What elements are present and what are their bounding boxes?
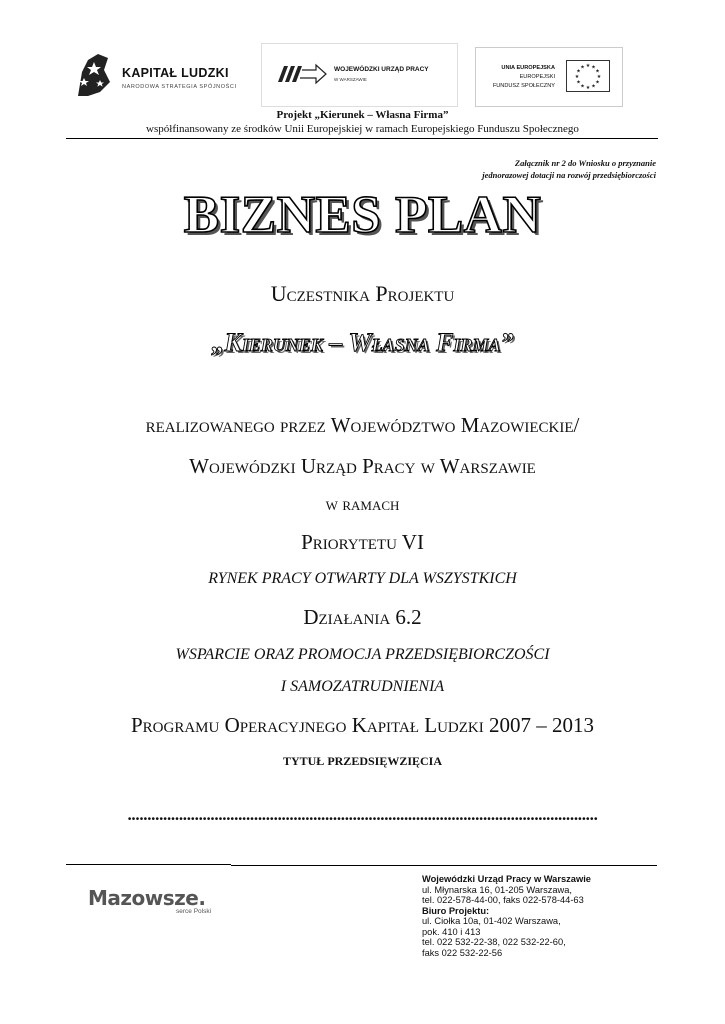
kapital-ludzki-title: KAPITAŁ LUDZKI [122, 66, 229, 80]
document-title: BIZNES PLAN [183, 186, 542, 244]
eu-line-2: EUROPEJSKI [519, 74, 555, 80]
measure-name-line-2: I SAMOZATRUDNIENIA [280, 678, 445, 695]
eu-flag-icon [566, 60, 610, 92]
venture-title-label: TYTUŁ PRZEDSIĘWZIĘCIA [282, 754, 443, 768]
mazowsze-logo [88, 886, 220, 918]
svg-text:★: ★ [580, 83, 585, 90]
svg-text:★: ★ [585, 63, 591, 69]
svg-text:★: ★ [574, 74, 580, 80]
measure-line: Działania 6.2 [303, 605, 422, 629]
project-name-heading: „Kierunek – Własna Firma” [211, 328, 514, 357]
programme-line: Programu Operacyjnego Kapitał Ludzki 2007 – 2013 [131, 713, 594, 737]
wup-logo [261, 43, 458, 107]
priority-line: Priorytetu VI [301, 530, 424, 554]
header-divider [66, 138, 658, 139]
eu-logo [475, 47, 623, 107]
project-title: Projekt „Kierunek – Własna Firma” [276, 109, 449, 121]
footer-bureau-label: Biuro Projektu: [422, 905, 490, 916]
wup-arrow-icon [276, 60, 328, 88]
measure-name-line-1: WSPARCIE ORAZ PROMOCJA PRZEDSIĘBIORCZOŚCI [175, 646, 550, 663]
priority-name: RYNEK PRACY OTWARTY DLA WSZYSTKICH [208, 570, 517, 587]
footer-bureau-phone: tel. 022 532-22-38, 022 532-22-60, [422, 937, 566, 947]
footer-address: ul. Młynarska 16, 01-205 Warszawa, [422, 884, 573, 895]
footer-divider-right [231, 865, 657, 866]
mazowsze-wordmark: Mazowsze. [88, 886, 206, 910]
svg-text:★: ★ [576, 79, 581, 86]
svg-text:★: ★ [595, 68, 600, 75]
svg-text:★: ★ [591, 83, 596, 90]
realized-by-line: realizowanego przez Województwo Mazowieckie/ [145, 413, 580, 437]
svg-text:★: ★ [585, 85, 591, 91]
participant-heading: Uczestnika Projektu [270, 281, 455, 306]
annex-note-line-2: jednorazowej dotacji na rozwój przedsiębiorczości [482, 170, 656, 180]
footer-bureau-fax: faks 022 532-22-56 [422, 947, 503, 958]
wup-title: WOJEWÓDZKI URZĄD PRACY [334, 66, 429, 73]
footer-office-name: Wojewódzki Urząd Pracy w Warszawie [422, 874, 591, 884]
kapital-ludzki-emblem-icon [74, 52, 114, 98]
svg-text:★: ★ [576, 68, 581, 75]
svg-text:★: ★ [580, 64, 585, 71]
annex-note-line-1: Załącznik nr 2 do Wniosku o przyznanie [514, 158, 656, 168]
svg-text:★: ★ [595, 79, 600, 86]
within-line: w ramach [325, 494, 400, 514]
wup-subtitle: W WARSZAWIE [334, 77, 367, 82]
eu-line-3: FUNDUSZ SPOŁECZNY [492, 83, 555, 89]
footer-divider-left [66, 864, 231, 865]
office-line: Wojewódzki Urząd Pracy w Warszawie [189, 454, 536, 478]
footer-bureau-rooms: pok. 410 i 413 [422, 926, 481, 937]
project-cofinancing: współfinansowany ze środków Unii Europejskiej w ramach Europejskiego Funduszu Społecznego [146, 123, 579, 135]
kapital-ludzki-subtitle: NARODOWA STRATEGIA SPÓJNOŚCI [122, 84, 237, 90]
footer-bureau-address: ul. Ciołka 10a, 01-402 Warszawa, [422, 916, 561, 926]
svg-text:★: ★ [591, 64, 596, 71]
footer-address-block [422, 874, 591, 958]
svg-text:★: ★ [596, 74, 602, 80]
eu-line-1: UNIA EUROPEJSKA [501, 65, 555, 71]
mazowsze-tagline: serce Polski [176, 908, 212, 915]
footer-phone: tel. 022-578-44-00, faks 022-578-44-63 [422, 895, 584, 905]
venture-title-field[interactable]: ....................................................................................................................... [127, 805, 598, 824]
kapital-ludzki-logo [74, 50, 244, 100]
